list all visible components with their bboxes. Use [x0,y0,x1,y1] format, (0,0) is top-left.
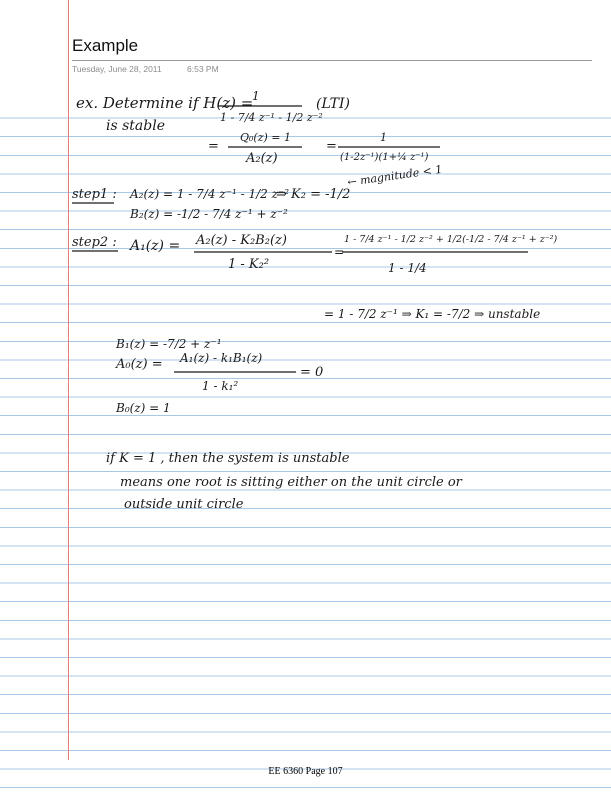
step2-lhs: A₁(z) = [130,238,181,254]
conclusion-line-1: if K = 1 , then the system is unstable [106,451,350,466]
step1-b2: B₂(z) = -1/2 - 7/4 z⁻¹ + z⁻² [130,207,288,221]
page-footer: EE 6360 Page 107 [268,766,343,777]
page-time: 6:53 PM [187,64,219,74]
a0-lhs: A₀(z) = [116,357,163,372]
step1-label: step1 : [72,187,117,202]
factored-denominator: (1-2z⁻¹)(1+¼ z⁻¹) [340,152,429,163]
page-date: Tuesday, June 28, 2011 [72,64,162,74]
h-denominator: 1 - 7/4 z⁻¹ - 1/2 z⁻² [220,111,323,124]
step2-right-numerator: 1 - 7/4 z⁻¹ - 1/2 z⁻² + 1/2(-1/2 - 7/4 z⁻¹ + z⁻²) [344,234,558,245]
result-line: = 1 - 7/2 z⁻¹ ⇒ K₁ = -7/2 ⇒ unstable [324,307,541,321]
b0-line: B₀(z) = 1 [116,401,171,415]
step2-eq: = [334,245,345,259]
conclusion-line-3: outside unit circle [124,497,244,512]
a2-denominator: A₂(z) [246,151,278,166]
step2-numerator: A₂(z) - K₂B₂(z) [196,233,287,248]
step1-k2: ⇒ K₂ = -1/2 [276,187,351,202]
magnitude-note: ← magnitude < 1 [346,162,444,189]
lti-label: (LTI) [316,96,350,112]
q0-numerator: Q₀(z) = 1 [240,131,292,144]
eq-sign-3: = [326,139,337,154]
page-title: Example [72,36,139,55]
eq-sign-2: = [208,139,219,154]
b1-line: B₁(z) = -7/2 + z⁻¹ [116,337,222,351]
step2-label: step2 : [72,235,117,250]
step2-denominator: 1 - K₂² [228,257,270,272]
ex-label: ex. Determine if H(z) = [76,94,254,112]
is-stable-label: is stable [106,118,165,134]
h-numerator: 1 [252,89,260,103]
a0-equals-zero: = 0 [300,365,324,380]
step2-right-denominator: 1 - 1/4 [388,261,427,275]
conclusion-line-2: means one root is sitting either on the unit circle or [120,475,462,490]
a0-denominator: 1 - k₁² [202,379,239,393]
factored-numerator: 1 [380,131,387,144]
a0-numerator: A₁(z) - k₁B₁(z) [180,351,263,365]
step1-a2: A₂(z) = 1 - 7/4 z⁻¹ - 1/2 z⁻² [130,187,290,201]
